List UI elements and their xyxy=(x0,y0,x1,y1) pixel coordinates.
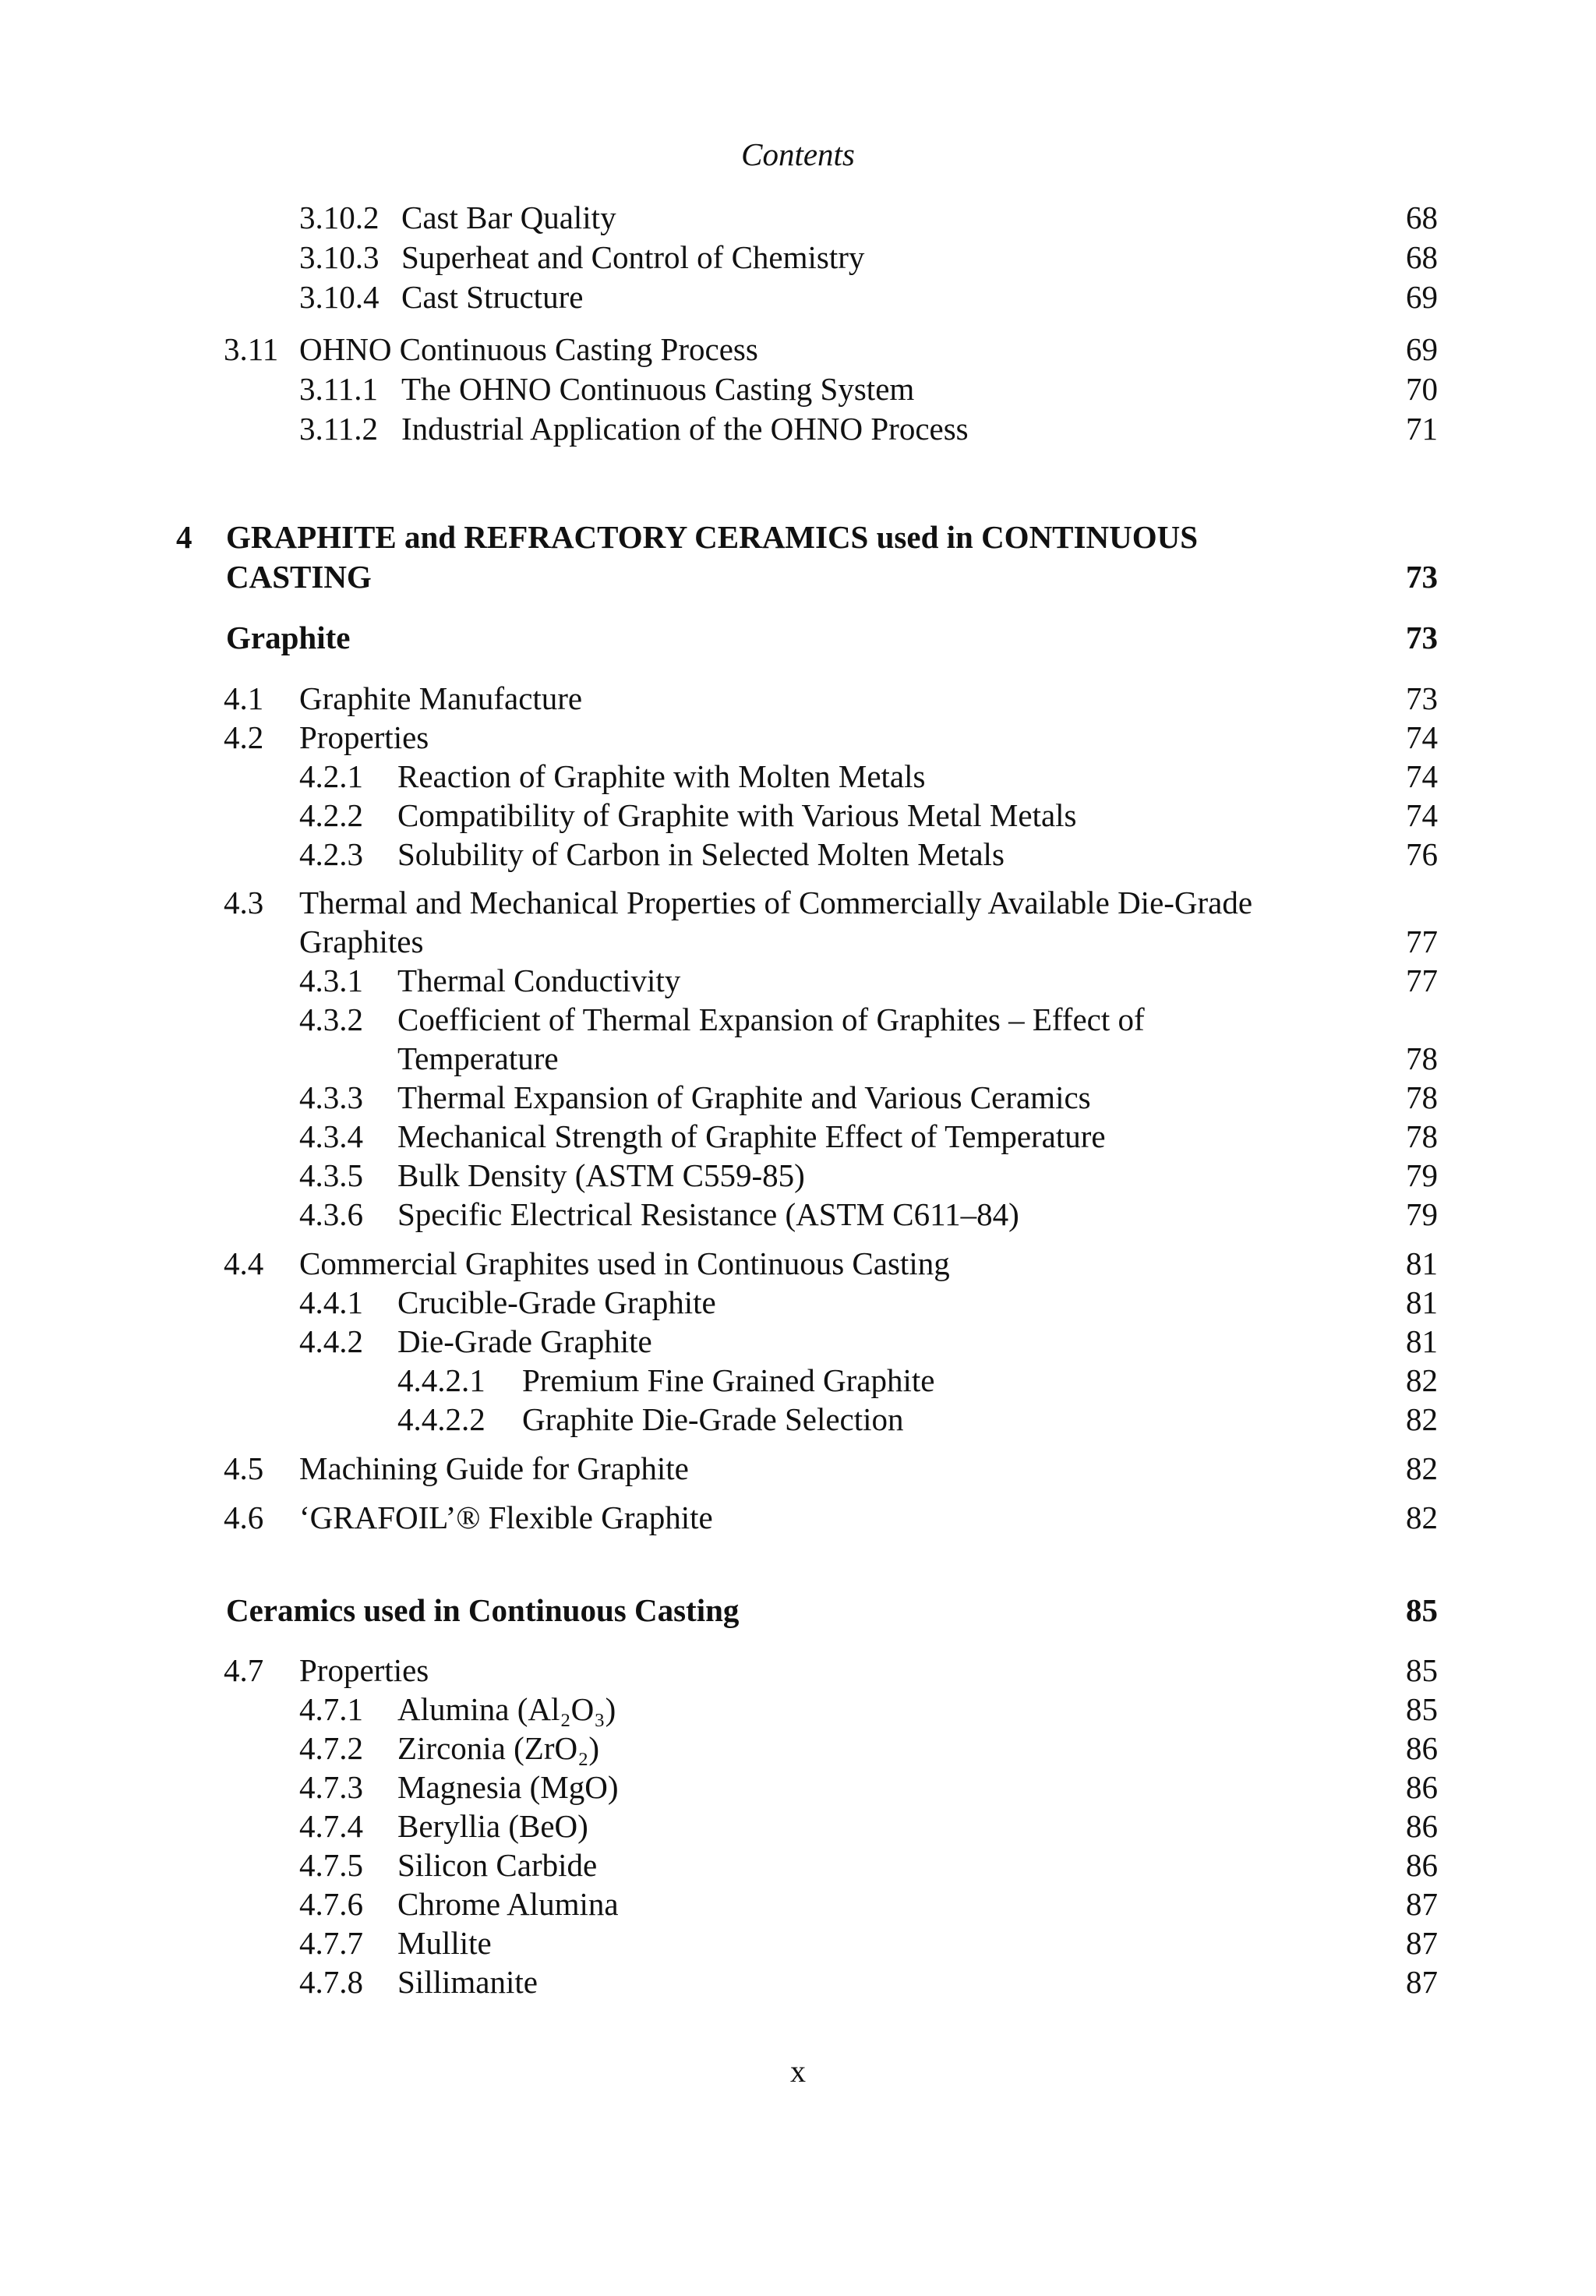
entry-page: 68 xyxy=(1406,200,1438,235)
entry-number: 3.10.3 xyxy=(299,239,380,275)
entry-title: Industrial Application of the OHNO Process xyxy=(401,411,969,447)
entry-page: 86 xyxy=(1406,1730,1438,1766)
section-title: Ceramics used in Continuous Casting xyxy=(226,1592,740,1628)
entry-page: 78 xyxy=(1406,1118,1438,1154)
entry-title: Bulk Density (ASTM C559-85) xyxy=(397,1157,805,1193)
toc-entry-4-4-2-2 xyxy=(0,1396,1596,1443)
toc-entry-3-10-4 xyxy=(0,274,1596,320)
entry-number: 3.11.1 xyxy=(299,371,378,407)
entry-number: 4.1 xyxy=(224,680,264,716)
entry-title: Thermal Conductivity xyxy=(397,963,681,998)
entry-title: Solubility of Carbon in Selected Molten Metals xyxy=(397,836,1005,872)
entry-title: Commercial Graphites used in Continuous Casting xyxy=(299,1245,950,1281)
entry-number: 4.4 xyxy=(224,1245,264,1281)
entry-title: Alumina (Al₂O₃) xyxy=(397,1691,616,1727)
entry-page: 82 xyxy=(1406,1401,1438,1437)
entry-title: Coefficient of Thermal Expansion of Graphites – Effect of xyxy=(397,1001,1145,1037)
chapter-number: 4 xyxy=(176,519,192,555)
chapter-page: 73 xyxy=(1406,559,1438,595)
entry-title: Thermal and Mechanical Properties of Commercially Available Die-Grade xyxy=(299,885,1253,920)
entry-title: Compatibility of Graphite with Various Metal Metals xyxy=(397,797,1077,833)
entry-page: 86 xyxy=(1406,1808,1438,1844)
entry-number: 3.10.4 xyxy=(299,279,380,315)
entry-number: 4.4.2.2 xyxy=(397,1401,486,1437)
entry-page: 69 xyxy=(1406,279,1438,315)
entry-title: Zirconia (ZrO₂) xyxy=(397,1730,600,1766)
entry-number: 4.3.4 xyxy=(299,1118,363,1154)
entry-number: 4.3.5 xyxy=(299,1157,363,1193)
chapter-4-heading-cont xyxy=(0,553,1596,600)
entry-number: 3.11.2 xyxy=(299,411,378,447)
entry-number: 4.7.2 xyxy=(299,1730,363,1766)
entry-page: 79 xyxy=(1406,1196,1438,1232)
entry-number: 3.10.2 xyxy=(299,200,380,235)
entry-page: 76 xyxy=(1406,836,1438,872)
entry-title: Chrome Alumina xyxy=(397,1886,619,1922)
entry-page: 68 xyxy=(1406,239,1438,275)
entry-number: 4.3.2 xyxy=(299,1001,363,1037)
entry-title: Graphite Manufacture xyxy=(299,680,583,716)
toc-entry-3-11-2 xyxy=(0,405,1596,452)
entry-number: 4.7.8 xyxy=(299,1964,363,2000)
toc-entry-4-2-3 xyxy=(0,831,1596,878)
toc-entry-4-6 xyxy=(0,1494,1596,1541)
chapter-title-cont: CASTING xyxy=(226,559,372,595)
entry-page: 85 xyxy=(1406,1652,1438,1688)
toc-entry-4-5 xyxy=(0,1445,1596,1492)
entry-page: 87 xyxy=(1406,1886,1438,1922)
entry-title: Mechanical Strength of Graphite Effect of Temperature xyxy=(397,1118,1106,1154)
entry-page: 74 xyxy=(1406,719,1438,755)
entry-number: 4.4.2 xyxy=(299,1323,363,1359)
entry-page: 77 xyxy=(1406,924,1438,959)
entry-page: 82 xyxy=(1406,1499,1438,1535)
entry-title: Silicon Carbide xyxy=(397,1847,598,1883)
entry-page: 78 xyxy=(1406,1040,1438,1076)
entry-title: ‘GRAFOIL’® Flexible Graphite xyxy=(299,1499,713,1535)
entry-title: Mullite xyxy=(397,1925,492,1961)
entry-title: Magnesia (MgO) xyxy=(397,1769,619,1805)
entry-title: Beryllia (BeO) xyxy=(397,1808,588,1844)
entry-page: 74 xyxy=(1406,797,1438,833)
entry-page: 69 xyxy=(1406,331,1438,367)
entry-title: Crucible-Grade Graphite xyxy=(397,1284,716,1320)
entry-title: Machining Guide for Graphite xyxy=(299,1450,689,1486)
entry-title: Cast Structure xyxy=(401,279,584,315)
entry-title-cont: Temperature xyxy=(397,1040,559,1076)
entry-page: 87 xyxy=(1406,1964,1438,2000)
entry-title: Reaction of Graphite with Molten Metals xyxy=(397,758,926,794)
entry-page: 81 xyxy=(1406,1284,1438,1320)
entry-number: 4.7 xyxy=(224,1652,264,1688)
entry-title: Cast Bar Quality xyxy=(401,200,616,235)
section-heading-ceramics xyxy=(0,1587,1596,1634)
entry-page: 70 xyxy=(1406,371,1438,407)
entry-page: 82 xyxy=(1406,1362,1438,1398)
entry-title-cont: Graphites xyxy=(299,924,424,959)
entry-number: 3.11 xyxy=(224,331,279,367)
entry-number: 4.2 xyxy=(224,719,264,755)
entry-page: 81 xyxy=(1406,1323,1438,1359)
entry-number: 4.5 xyxy=(224,1450,264,1486)
section-title: Graphite xyxy=(226,620,351,655)
entry-number: 4.2.1 xyxy=(299,758,363,794)
section-page: 73 xyxy=(1406,620,1438,655)
entry-page: 81 xyxy=(1406,1245,1438,1281)
entry-number: 4.3.1 xyxy=(299,963,363,998)
entry-page: 87 xyxy=(1406,1925,1438,1961)
page-number: x xyxy=(790,2054,806,2089)
entry-title: Thermal Expansion of Graphite and Various Ceramics xyxy=(397,1079,1091,1115)
entry-page: 85 xyxy=(1406,1691,1438,1727)
entry-page: 86 xyxy=(1406,1769,1438,1805)
entry-page: 78 xyxy=(1406,1079,1438,1115)
entry-number: 4.4.2.1 xyxy=(397,1362,486,1398)
entry-title: Superheat and Control of Chemistry xyxy=(401,239,865,275)
entry-page: 77 xyxy=(1406,963,1438,998)
entry-number: 4.3.6 xyxy=(299,1196,363,1232)
entry-number: 4.3.3 xyxy=(299,1079,363,1115)
entry-page: 86 xyxy=(1406,1847,1438,1883)
entry-number: 4.4.1 xyxy=(299,1284,363,1320)
toc-entry-4-3-6 xyxy=(0,1191,1596,1238)
entry-title: Sillimanite xyxy=(397,1964,538,2000)
entry-title: Properties xyxy=(299,719,429,755)
entry-page: 79 xyxy=(1406,1157,1438,1193)
entry-title: Die-Grade Graphite xyxy=(397,1323,652,1359)
entry-title: Specific Electrical Resistance (ASTM C611–84) xyxy=(397,1196,1019,1232)
entry-number: 4.7.3 xyxy=(299,1769,363,1805)
entry-page: 71 xyxy=(1406,411,1438,447)
section-heading-graphite xyxy=(0,614,1596,661)
entry-number: 4.7.4 xyxy=(299,1808,363,1844)
section-page: 85 xyxy=(1406,1592,1438,1628)
entry-title: The OHNO Continuous Casting System xyxy=(401,371,915,407)
entry-number: 4.2.2 xyxy=(299,797,363,833)
entry-page: 73 xyxy=(1406,680,1438,716)
entry-number: 4.2.3 xyxy=(299,836,363,872)
entry-title: OHNO Continuous Casting Process xyxy=(299,331,758,367)
entry-number: 4.7.1 xyxy=(299,1691,363,1727)
entry-title: Graphite Die-Grade Selection xyxy=(522,1401,904,1437)
running-header: Contents xyxy=(741,136,855,172)
entry-page: 74 xyxy=(1406,758,1438,794)
entry-number: 4.7.6 xyxy=(299,1886,363,1922)
entry-number: 4.7.7 xyxy=(299,1925,363,1961)
toc-entry-4-7-8 xyxy=(0,1959,1596,2005)
chapter-title: GRAPHITE and REFRACTORY CERAMICS used in CONTINUOUS xyxy=(226,519,1198,555)
entry-title: Properties xyxy=(299,1652,429,1688)
entry-number: 4.3 xyxy=(224,885,264,920)
entry-title: Premium Fine Grained Graphite xyxy=(522,1362,935,1398)
entry-number: 4.7.5 xyxy=(299,1847,363,1883)
entry-page: 82 xyxy=(1406,1450,1438,1486)
entry-number: 4.6 xyxy=(224,1499,264,1535)
